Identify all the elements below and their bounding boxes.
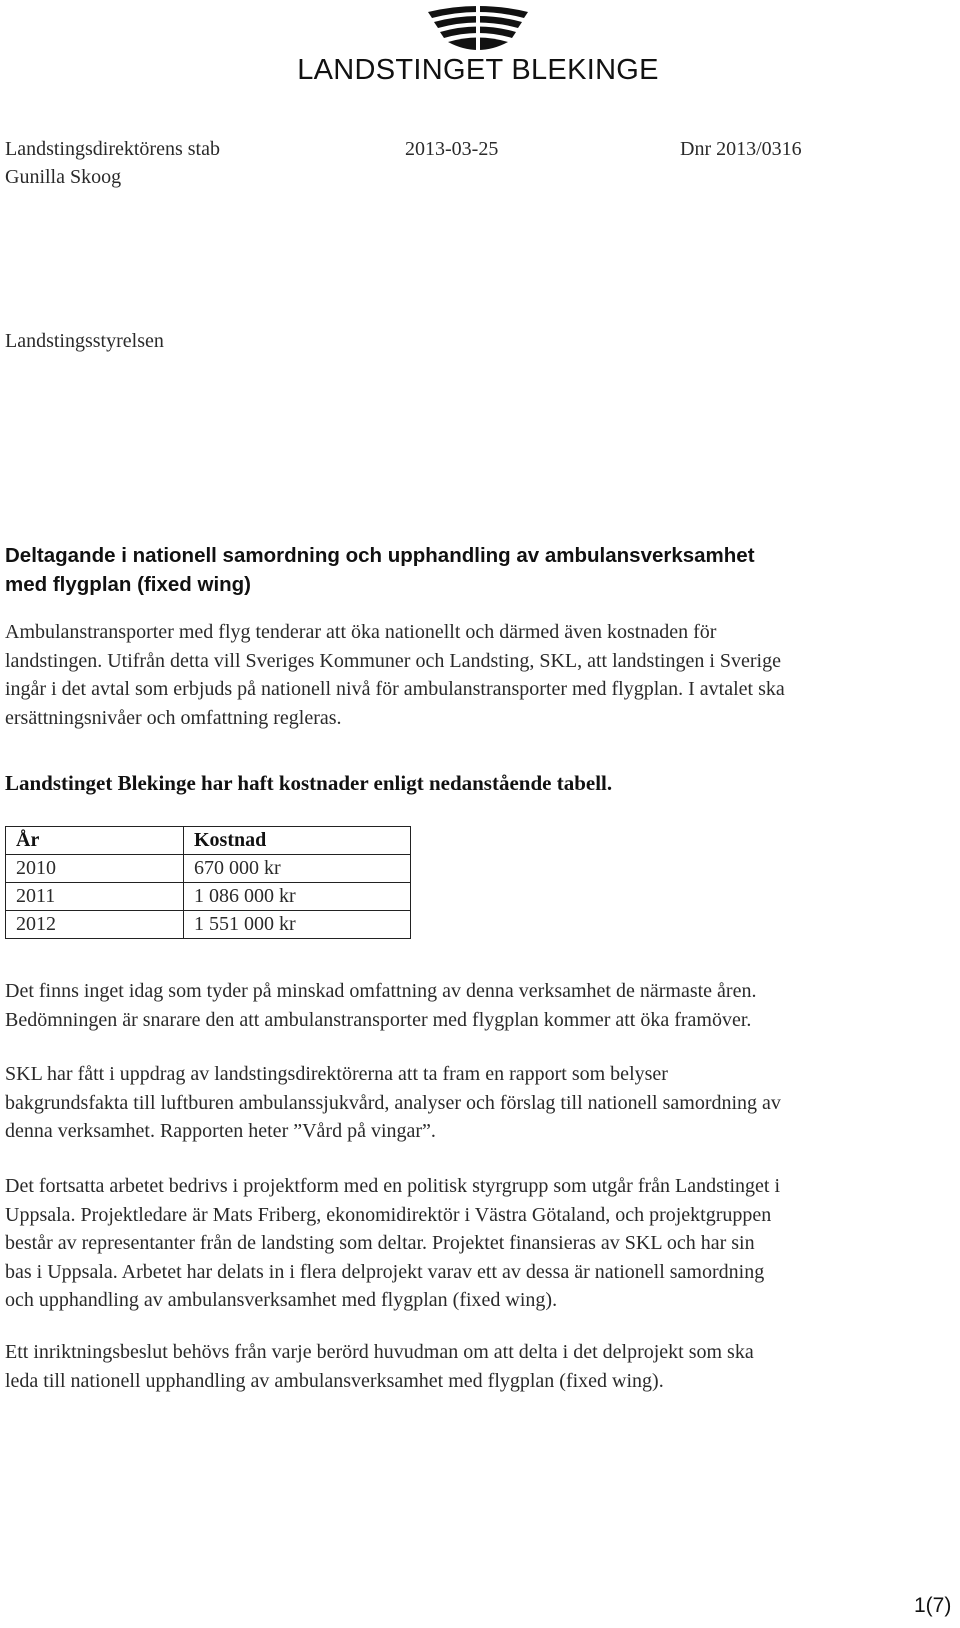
text-line: Ambulanstransporter med flyg tenderar att öka nationellt och därmed även kostnaden för: [5, 621, 717, 643]
text-line: landstingen. Utifrån detta vill Sveriges Kommuner och Landsting, SKL, att landstingen i Sverige: [5, 649, 781, 672]
document-number: Dnr 2013/0316: [680, 138, 802, 160]
intro-paragraph: [5, 618, 955, 732]
text-line: Bedömningen är snarare den att ambulanstransporter med flygplan kommer att öka framöver.: [5, 1008, 752, 1031]
table-row: [6, 911, 411, 939]
table-row: [6, 883, 411, 911]
table-row: [6, 855, 411, 883]
text-line: denna verksamhet. Rapporten heter ”Vård på vingar”.: [5, 1120, 436, 1142]
title-line: Deltagande i nationell samordning och upphandling av ambulansverksamhet: [5, 544, 755, 567]
skl-paragraph: [5, 1060, 955, 1146]
author: Gunilla Skoog: [5, 166, 122, 188]
header-year: År: [6, 827, 184, 855]
header-cost: Kostnad: [184, 827, 411, 855]
organization-name: LANDSTINGET BLEKINGE: [297, 54, 659, 86]
text-line: bakgrundsfakta till luftburen ambulanssjukvård, analyser och förslag till nationell samordning av: [5, 1091, 781, 1114]
text-line: Det fortsatta arbetet bedrivs i projektform med en politisk styrgrupp som utgår från Landstinget i: [5, 1175, 780, 1197]
year-cell: 2012: [6, 911, 184, 939]
document-date: 2013-03-25: [405, 138, 499, 160]
assessment-paragraph: [5, 977, 955, 1034]
text-line: Ett inriktningsbeslut behövs från varje berörd huvudman om att delta i det delprojekt som ska: [5, 1341, 754, 1363]
text-line: och upphandling av ambulansverksamhet med flygplan (fixed wing).: [5, 1289, 558, 1311]
year-cell: 2010: [6, 855, 184, 883]
table-header-row: [6, 827, 411, 855]
cost-cell: 1 086 000 kr: [184, 883, 411, 911]
text-line: Uppsala. Projektledare är Mats Friberg, ekonomidirektör i Västra Götaland, och projektgruppen: [5, 1203, 772, 1226]
text-line: bas i Uppsala. Arbetet har delats in i flera delprojekt varav ett av dessa är nationell samordning: [5, 1260, 765, 1283]
costs-heading: Landstinget Blekinge har haft kostnader enligt nedanstående tabell.: [5, 771, 613, 795]
text-line: ingår i det avtal som erbjuds på nationell nivå för ambulanstransporter med flygplan. I avtalet ska: [5, 678, 785, 700]
department: Landstingsdirektörens stab: [5, 138, 220, 160]
text-line: består av representanter från de landsting som deltar. Projektet finansieras av SKL och har sin: [5, 1232, 755, 1254]
page-number: 1(7): [914, 1594, 952, 1617]
recipient: Landstingsstyrelsen: [5, 330, 164, 352]
text-line: Det finns inget idag som tyder på minskad omfattning av denna verksamhet de närmaste åren.: [5, 980, 757, 1002]
document-title: [5, 541, 945, 599]
decision-paragraph: [5, 1338, 955, 1395]
cost-cell: 1 551 000 kr: [184, 911, 411, 939]
title-line: med flygplan (fixed wing): [5, 573, 252, 596]
project-paragraph: [5, 1172, 955, 1315]
text-line: SKL har fått i uppdrag av landstingsdirektörerna att ta fram en rapport som belyser: [5, 1063, 668, 1085]
text-line: leda till nationell upphandling av ambulansverksamhet med flygplan (fixed wing).: [5, 1369, 664, 1392]
text-line: ersättningsnivåer och omfattning regleras.: [5, 706, 342, 729]
cost-cell: 670 000 kr: [184, 855, 411, 883]
organization-logo: [296, 2, 660, 92]
year-cell: 2011: [6, 883, 184, 911]
cost-table: [5, 826, 411, 939]
hull-emblem-icon: [424, 2, 532, 54]
